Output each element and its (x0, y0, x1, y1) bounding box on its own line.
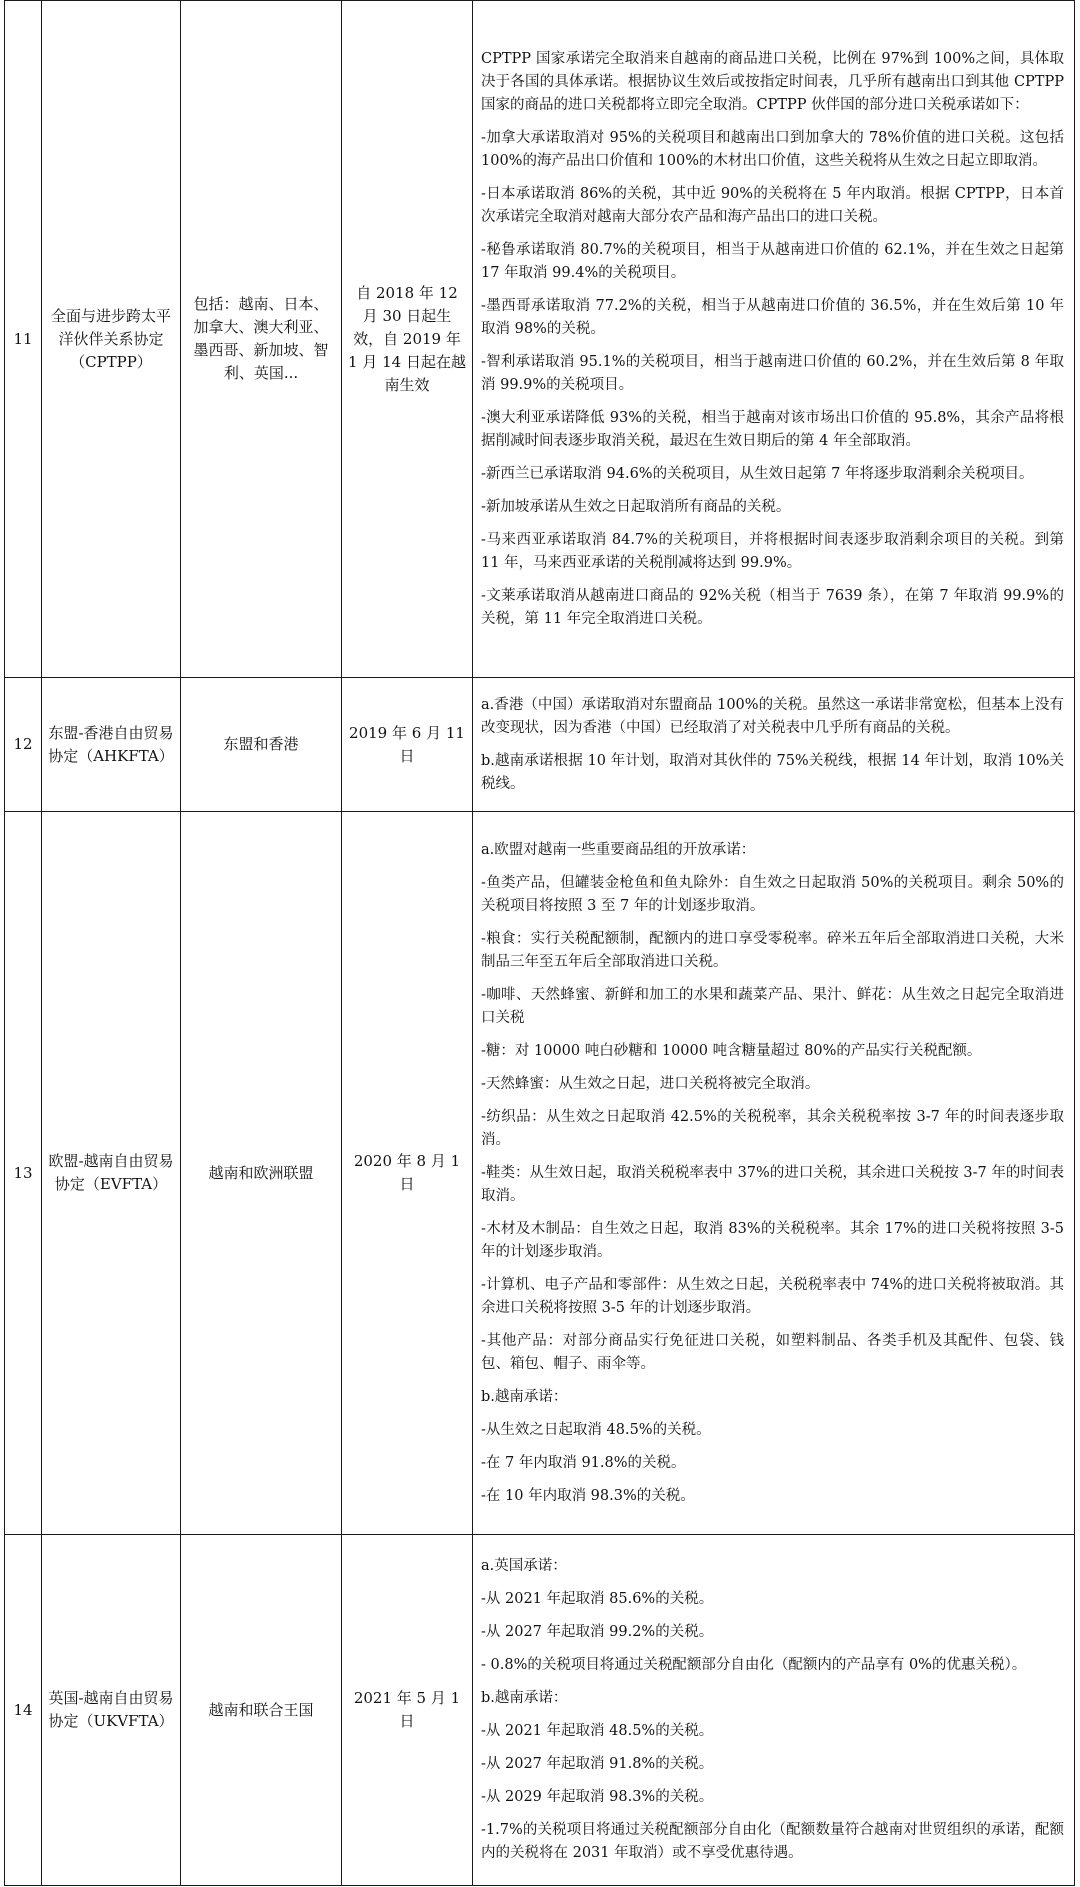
commitment-item: - 0.8%的关税项目将通过关税配额部分自由化（配额内的产品享有 0%的优惠关税）。 (481, 1657, 1027, 1673)
row-number: 13 (5, 812, 42, 1535)
row-number: 12 (5, 678, 42, 812)
commitment-item: -在 7 年内取消 91.8%的关税。 (481, 1454, 686, 1471)
member-countries: 包括：越南、日本、加拿大、澳大利亚、墨西哥、新加坡、智利、英国... (181, 1, 342, 678)
row-number: 11 (5, 1, 42, 678)
commitment-item: -在 10 年内取消 98.3%的关税。 (481, 1487, 695, 1504)
row-number: 14 (5, 1535, 42, 1886)
table-row (5, 1535, 1075, 1886)
commitment-item: -糖：对 10000 吨白砂糖和 10000 吨含糖量超过 80%的产品实行关税配额。 (481, 1042, 982, 1059)
commitment-item: a.欧盟对越南一些重要商品组的开放承诺： (481, 841, 756, 858)
commitment-item: a.英国承诺： (481, 1558, 567, 1574)
commitment-item: -从 2027 年起取消 99.2%的关税。 (481, 1624, 714, 1640)
tariff-commitments (473, 1535, 1075, 1886)
member-countries: 越南和欧洲联盟 (181, 812, 342, 1535)
table-row (5, 812, 1075, 1535)
effective-date: 自 2018 年 12 月 30 日起生效，自 2019 年 1 月 14 日起在越南生效 (342, 1, 473, 678)
table-row (5, 1, 1075, 678)
commitment-item: -粮食：实行关税配额制，配额内的进口享受零税率。碎米五年后全部取消进口关税，大米制品三年至五年后全部取消进口关税。 (481, 930, 1064, 970)
table-row (5, 678, 1075, 812)
commitment-item: -墨西哥承诺取消 77.2%的关税，相当于从越南进口价值的 36.5%，并在生效后第 10 年取消 98%的关税。 (481, 297, 1064, 337)
fta-table (4, 0, 1075, 1886)
commitment-item: -日本承诺取消 86%的关税，其中近 90%的关税将在 5 年内取消。根据 CPTPP，日本首次承诺完全取消对越南大部分农产品和海产品出口的进口关税。 (481, 185, 1064, 225)
commitment-item: -澳大利亚承诺降低 93%的关税，相当于越南对该市场出口价值的 95.8%，其余产品将根据削减时间表逐步取消关税，最迟在生效日期后的第 4 年全部取消。 (481, 409, 1064, 449)
commitment-item: b.越南承诺根据 10 年计划，取消对其伙伴的 75%关税线，根据 14 年计划，取消 10%关税线。 (481, 752, 1064, 792)
commitment-item: -咖啡、天然蜂蜜、新鲜和加工的水果和蔬菜产品、果汁、鲜花：从生效之日起完全取消进口关税 (481, 986, 1064, 1026)
agreement-name: 英国-越南自由贸易协定（UKVFTA） (42, 1535, 181, 1886)
effective-date: 2019 年 6 月 11 日 (342, 678, 473, 812)
commitment-item: a.香港（中国）承诺取消对东盟商品 100%的关税。虽然这一承诺非常宽松，但基本上没有改变现状，因为香港（中国）已经取消了对关税表中几乎所有商品的关税。 (481, 696, 1064, 736)
tariff-commitments (473, 678, 1075, 812)
commitment-item: -其他产品：对部分商品实行免征进口关税，如塑料制品、各类手机及其配件、包袋、钱包、箱包、帽子、雨伞等。 (481, 1332, 1064, 1372)
commitment-item: b.越南承诺： (481, 1690, 568, 1706)
commitment-item: -1.7%的关税项目将通过关税配额部分自由化（配额数量符合越南对世贸组织的承诺，配额内的关税将在 2031 年取消）或不享受优惠待遇。 (481, 1822, 1064, 1861)
commitment-item: -纺织品：从生效之日起取消 42.5%的关税税率，其余关税税率按 3-7 年的时间表逐步取消。 (481, 1108, 1064, 1148)
commitment-item: -计算机、电子产品和零部件：从生效之日起，关税税率表中 74%的进口关税将被取消。其余进口关税将按照 3-5 年的计划逐步取消。 (481, 1276, 1064, 1316)
commitment-item: -从 2021 年起取消 48.5%的关税。 (481, 1723, 714, 1739)
tariff-commitments (473, 1, 1075, 678)
effective-date: 2020 年 8 月 1 日 (342, 812, 473, 1535)
commitment-item: -新西兰已承诺取消 94.6%的关税项目，从生效日起第 7 年将逐步取消剩余关税项目。 (481, 465, 1034, 482)
commitment-item: -从 2027 年起取消 91.8%的关税。 (481, 1756, 714, 1772)
commitment-item: -鱼类产品，但罐装金枪鱼和鱼丸除外：自生效之日起取消 50%的关税项目。剩余 50%的关税项目将按照 3 至 7 年的计划逐步取消。 (481, 874, 1064, 914)
fta-table-body (5, 1, 1075, 1886)
commitment-item: b.越南承诺： (481, 1388, 568, 1405)
commitment-item: -秘鲁承诺取消 80.7%的关税项目，相当于从越南进口价值的 62.1%，并在生效之日起第 17 年取消 99.4%的关税项目。 (481, 241, 1064, 281)
tariff-commitments (473, 812, 1075, 1535)
member-countries: 东盟和香港 (181, 678, 342, 812)
commitment-item: -智利承诺取消 95.1%的关税项目，相当于越南进口价值的 60.2%，并在生效后第 8 年取消 99.9%的关税项目。 (481, 353, 1064, 393)
agreement-name: 欧盟-越南自由贸易协定（EVFTA） (42, 812, 181, 1535)
agreement-name: 全面与进步跨太平洋伙伴关系协定（CPTPP） (42, 1, 181, 678)
commitment-item: -天然蜂蜜：从生效之日起，进口关税将被完全取消。 (481, 1075, 820, 1092)
commitment-item: CPTPP 国家承诺完全取消来自越南的商品进口关税，比例在 97%到 100%之间，具体取决于各国的具体承诺。根据协议生效后或按指定时间表，几乎所有越南出口到其他 CPTPP 国家的商品的进口关税都将立即完全取消。CPTPP 伙伴国的部分进口关税承诺如下： (481, 50, 1064, 113)
commitment-item: -木材及木制品：自生效之日起，取消 83%的关税税率。其余 17%的进口关税将按照 3-5 年的计划逐步取消。 (481, 1220, 1064, 1260)
commitment-item: -文莱承诺取消从越南进口商品的 92%关税（相当于 7639 条），在第 7 年取消 99.9%的关税，第 11 年完全取消进口关税。 (481, 587, 1064, 627)
commitment-item: -鞋类：从生效日起，取消关税税率表中 37%的进口关税，其余进口关税按 3-7 年的时间表取消。 (481, 1164, 1064, 1204)
member-countries: 越南和联合王国 (181, 1535, 342, 1886)
commitment-item: -从生效之日起取消 48.5%的关税。 (481, 1421, 711, 1438)
commitment-item: -新加坡承诺从生效之日起取消所有商品的关税。 (481, 498, 791, 515)
effective-date: 2021 年 5 月 1 日 (342, 1535, 473, 1886)
commitment-item: -马来西亚承诺取消 84.7%的关税项目，并将根据时间表逐步取消剩余项目的关税。到第 11 年，马来西亚承诺的关税削减将达到 99.9%。 (481, 531, 1064, 571)
commitment-item: -加拿大承诺取消对 95%的关税项目和越南出口到加拿大的 78%价值的进口关税。这包括 100%的海产品出口价值和 100%的木材出口价值，这些关税将从生效之日起立即取消。 (481, 129, 1064, 169)
commitment-item: -从 2029 年起取消 98.3%的关税。 (481, 1789, 714, 1805)
agreement-name: 东盟-香港自由贸易协定（AHKFTA） (42, 678, 181, 812)
commitment-item: -从 2021 年起取消 85.6%的关税。 (481, 1591, 714, 1607)
